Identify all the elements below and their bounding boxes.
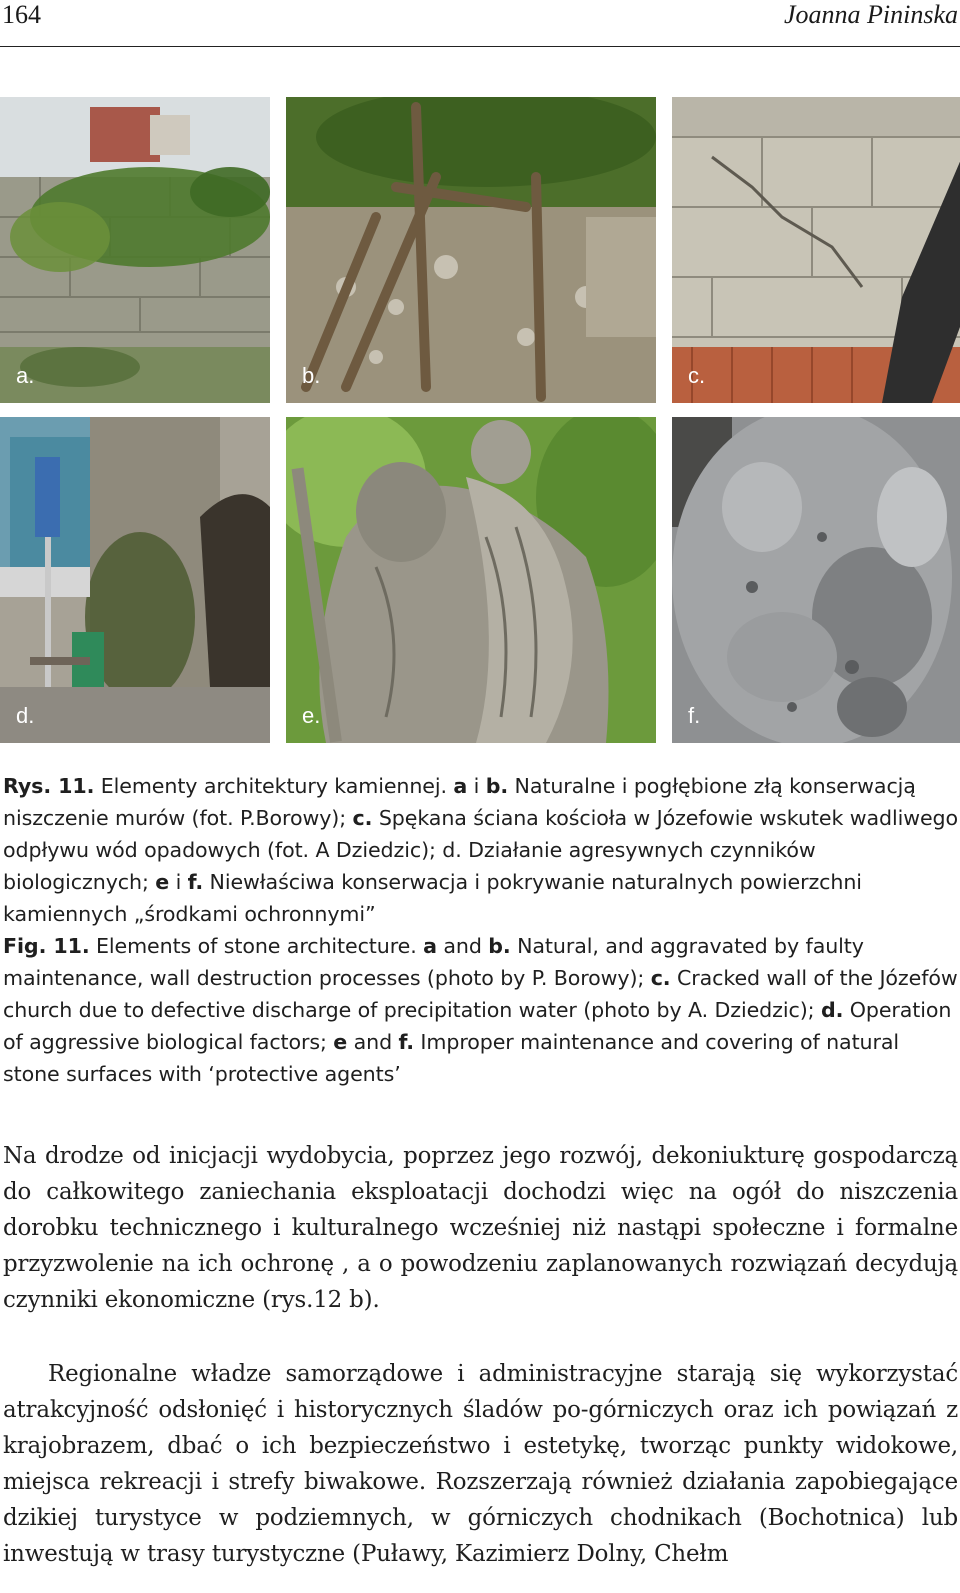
photo-label: b.	[302, 363, 321, 388]
photo-b	[286, 97, 656, 403]
photo-d	[0, 417, 270, 743]
photo-label: c.	[688, 363, 706, 388]
photo-label: a.	[16, 363, 35, 388]
running-header	[0, 0, 960, 47]
photo-d-image	[0, 417, 270, 743]
photo-f	[672, 417, 960, 743]
caption-polish: Rys. 11. Elementy architektury kamiennej. a i b. Naturalne i pogłębione złą konserwacją niszczenie murów (fot. P.Borowy); c. Spękana ściana kościoła w Józefowie wskutek wadliwego odpływu wód opadowych (fot. A Dziedzic); d. Działanie agresywnych czynników biologicznych; e i f. Niewłaściwa konserwacja i pokrywanie naturalnych powierzchni kamiennych „środkami ochronnymi”	[3, 774, 958, 926]
caption-english: Fig. 11. Elements of stone architecture. a and b. Natural, and aggravated by faulty maintenance, wall destruction processes (photo by P. Borowy); c. Cracked wall of the Józefów church due to defective discharge of precipitation water (photo by A. Dziedzic); d. Operation of aggressive biological factors; e and f. Improper maintenance and covering of natural stone surfaces with ‘protective agents’	[3, 934, 958, 1086]
photo-f-image	[672, 417, 960, 743]
caption-prefix: Fig. 11.	[3, 934, 90, 958]
photo-b-image	[286, 97, 656, 403]
body-paragraph-1: Na drodze od inicjacji wydobycia, poprzez jego rozwój, dekoniukturę gospodarczą do całkowitego zaniechania eksploatacji dochodzi więc na ogół do niszczenia dorobku technicznego i kulturalnego wcześniej niż nastąpi społeczne i formalne przyzwolenie na ich ochronę , a o powodzeniu zaplanowanych rozwiązań decydują czynniki ekonomiczne (rys.12 b).	[3, 1143, 958, 1313]
caption-prefix: Rys. 11.	[3, 774, 95, 798]
photo-label: e.	[302, 703, 321, 728]
photo-label: f.	[688, 703, 701, 728]
page-number: 164	[2, 0, 41, 29]
photo-c-image	[672, 97, 960, 403]
photo-e-image	[286, 417, 656, 743]
running-author: Joanna Pininska	[783, 0, 958, 29]
photo-label: d.	[16, 703, 35, 728]
photo-e	[286, 417, 656, 743]
body-paragraph-2: Regionalne władze samorządowe i administracyjne starają się wykorzystać atrakcyjność odsłonięć i historycznych śladów po-górniczych oraz ich powiązań z krajobrazem, dbać o ich bezpieczeństwo i estetykę, tworząc punkty widokowe, miejsca rekreacji i strefy biwakowe. Rozszerzają również działania zapobiegające dzikiej turystyce w podziemnych, w górniczych chodnikach (Bochotnica) lub inwestują w trasy turystyczne (Puławy, Kazimierz Dolny, Chełm	[3, 1361, 958, 1567]
photo-a	[0, 97, 270, 403]
photo-c	[672, 97, 960, 403]
figure-caption	[3, 770, 958, 1090]
photo-a-image	[0, 97, 270, 403]
